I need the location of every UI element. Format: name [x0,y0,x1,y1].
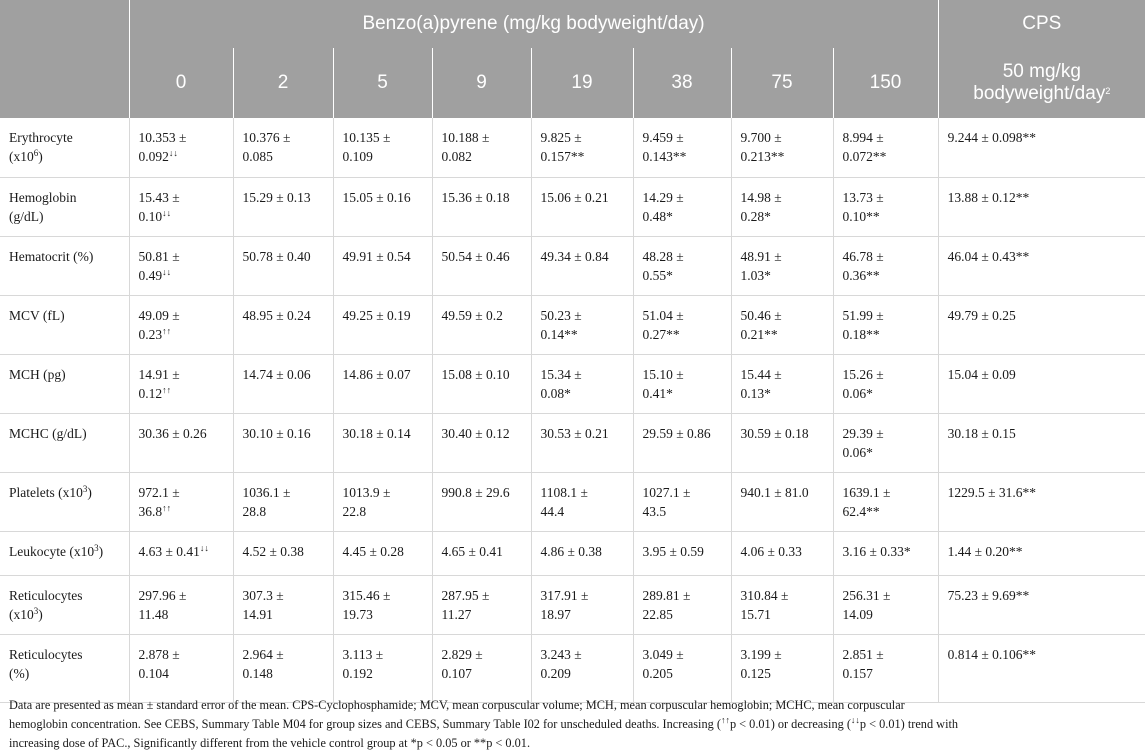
row-label: MCV (fL) [0,295,129,354]
value-cell: 14.74 ± 0.06 [233,354,333,413]
dose-header: 5 [333,48,432,118]
value-cell: 4.86 ± 0.38 [531,531,633,575]
value-cell: 15.10 ± 0.41* [633,354,731,413]
cps-dose-line2: bodyweight/day [973,83,1106,104]
cps-value-cell: 0.814 ± 0.106** [938,634,1145,702]
footnote-line: hemoglobin concentration. See CEBS, Summary Table M04 for group sizes and CEBS, Summary Table I02 for unscheduled deaths. Increasing (↑↑p < 0.01) or decreasing (↓↓p < 0.01) trend with [9,715,959,731]
value-cell: 30.53 ± 0.21 [531,413,633,472]
value-cell: 990.8 ± 29.6 [432,472,531,531]
table-row [0,177,1145,236]
value-cell: 4.45 ± 0.28 [333,531,432,575]
value-cell: 14.98 ± 0.28* [731,177,833,236]
benzo-a-pyrene-header: Benzo(a)pyrene (mg/kg bodyweight/day) [129,0,938,48]
cps-value-cell: 46.04 ± 0.43** [938,236,1145,295]
cps-dose-line1: 50 mg/kg [1002,61,1081,82]
value-cell: 3.243 ± 0.209 [531,634,633,702]
value-cell: 8.994 ± 0.072** [833,118,938,177]
row-label: MCH (pg) [0,354,129,413]
dose-header: 2 [233,48,333,118]
value-cell: 30.36 ± 0.26 [129,413,233,472]
value-cell: 15.36 ± 0.18 [432,177,531,236]
value-cell: 46.78 ± 0.36** [833,236,938,295]
row-label: Reticulocytes $(x10^3)$ [0,575,129,634]
value-cell: 49.59 ± 0.2 [432,295,531,354]
value-cell: 30.59 ± 0.18 [731,413,833,472]
table-row [0,634,1145,702]
value-cell: 13.73 ± 0.10** [833,177,938,236]
table-row [0,472,1145,531]
value-cell: 315.46 ± 19.73 [333,575,432,634]
value-cell: 15.43 ± 0.10↓↓ [129,177,233,236]
value-cell: 51.04 ± 0.27** [633,295,731,354]
value-cell: 10.353 ± 0.092↓↓ [129,118,233,177]
value-cell: 29.59 ± 0.86 [633,413,731,472]
value-cell: 49.25 ± 0.19 [333,295,432,354]
value-cell: 1036.1 ± 28.8 [233,472,333,531]
table-row [0,531,1145,575]
value-cell: 49.91 ± 0.54 [333,236,432,295]
value-cell: 48.91 ± 1.03* [731,236,833,295]
table-row [0,295,1145,354]
value-cell: 30.40 ± 0.12 [432,413,531,472]
value-cell: 49.34 ± 0.84 [531,236,633,295]
value-cell: 3.199 ± 0.125 [731,634,833,702]
value-cell: 15.08 ± 0.10 [432,354,531,413]
value-cell: 317.91 ± 18.97 [531,575,633,634]
cps-dose-footnote-mark: 2 [1105,86,1111,96]
row-label: Hemoglobin (g/dL) [0,177,129,236]
table-row [0,354,1145,413]
cps-value-cell: 49.79 ± 0.25 [938,295,1145,354]
value-cell: 1639.1 ± 62.4** [833,472,938,531]
value-cell: 3.113 ± 0.192 [333,634,432,702]
dose-header: 0 [129,48,233,118]
dose-header: 19 [531,48,633,118]
value-cell: 2.829 ± 0.107 [432,634,531,702]
value-cell: 1013.9 ± 22.8 [333,472,432,531]
table-row [0,413,1145,472]
dose-header: 9 [432,48,531,118]
value-cell: 9.459 ± 0.143** [633,118,731,177]
value-cell: 30.10 ± 0.16 [233,413,333,472]
value-cell: 15.26 ± 0.06* [833,354,938,413]
value-cell: 297.96 ± 11.48 [129,575,233,634]
value-cell: 14.91 ± 0.12↑↑ [129,354,233,413]
value-cell: 9.700 ± 0.213** [731,118,833,177]
dose-header: 75 [731,48,833,118]
dose-header: 38 [633,48,731,118]
value-cell: 1027.1 ± 43.5 [633,472,731,531]
row-label: Erythrocyte $(x10^6)$ [0,118,129,177]
dose-header: 150 [833,48,938,118]
header-corner [0,0,129,48]
row-label: Hematocrit (%) [0,236,129,295]
value-cell: 50.46 ± 0.21** [731,295,833,354]
value-cell: 48.28 ± 0.55* [633,236,731,295]
value-cell: 4.63 ± 0.41↓↓ [129,531,233,575]
row-label: Platelets $(x10^3)$ [0,472,129,531]
value-cell: 30.18 ± 0.14 [333,413,432,472]
cps-value-cell: 13.88 ± 0.12** [938,177,1145,236]
cps-value-cell: 9.244 ± 0.098** [938,118,1145,177]
table-row [0,575,1145,634]
value-cell: 14.29 ± 0.48* [633,177,731,236]
cps-dose-header [938,48,1145,118]
value-cell: 2.878 ± 0.104 [129,634,233,702]
value-cell: 50.54 ± 0.46 [432,236,531,295]
value-cell: 972.1 ± 36.8↑↑ [129,472,233,531]
value-cell: 289.81 ± 22.85 [633,575,731,634]
value-cell: 940.1 ± 81.0 [731,472,833,531]
value-cell: 3.049 ± 0.205 [633,634,731,702]
table-row [0,236,1145,295]
value-cell: 50.81 ± 0.49↓↓ [129,236,233,295]
value-cell: 51.99 ± 0.18** [833,295,938,354]
value-cell: 4.06 ± 0.33 [731,531,833,575]
value-cell: 256.31 ± 14.09 [833,575,938,634]
value-cell: 15.34 ± 0.08* [531,354,633,413]
value-cell: 10.188 ± 0.082 [432,118,531,177]
cps-value-cell: 1229.5 ± 31.6** [938,472,1145,531]
cps-value-cell: 15.04 ± 0.09 [938,354,1145,413]
row-label: Leukocyte $(x10^3)$ [0,531,129,575]
footnote-line: Data are presented as mean ± standard error of the mean. CPS-Cyclophosphamide; MCV, mean corpuscular volume; MCH, mean corpuscular hemoglobin; MCHC, mean corpuscular [9,698,905,712]
cps-value-cell: 1.44 ± 0.20** [938,531,1145,575]
value-cell: 307.3 ± 14.91 [233,575,333,634]
value-cell: 287.95 ± 11.27 [432,575,531,634]
cps-header: CPS [938,0,1145,48]
value-cell: 15.44 ± 0.13* [731,354,833,413]
value-cell: 15.05 ± 0.16 [333,177,432,236]
value-cell: 15.06 ± 0.21 [531,177,633,236]
cps-value-cell: 75.23 ± 9.69** [938,575,1145,634]
value-cell: 14.86 ± 0.07 [333,354,432,413]
footnote-line: increasing dose of PAC., Significantly different from the vehicle control group at *p < 0.05 or **p < 0.01. [9,736,531,750]
header-corner-lower [0,48,129,118]
value-cell: 15.29 ± 0.13 [233,177,333,236]
value-cell: 9.825 ± 0.157** [531,118,633,177]
row-label: MCHC (g/dL) [0,413,129,472]
value-cell: 50.78 ± 0.40 [233,236,333,295]
value-cell: 2.851 ± 0.157 [833,634,938,702]
value-cell: 2.964 ± 0.148 [233,634,333,702]
value-cell: 310.84 ± 15.71 [731,575,833,634]
table-footnote [9,696,1139,753]
value-cell: 4.52 ± 0.38 [233,531,333,575]
table-row [0,118,1145,177]
value-cell: 3.95 ± 0.59 [633,531,731,575]
value-cell: 48.95 ± 0.24 [233,295,333,354]
value-cell: 29.39 ± 0.06* [833,413,938,472]
value-cell: 4.65 ± 0.41 [432,531,531,575]
value-cell: 49.09 ± 0.23↑↑ [129,295,233,354]
value-cell: 10.376 ± 0.085 [233,118,333,177]
value-cell: 1108.1 ± 44.4 [531,472,633,531]
value-cell: 50.23 ± 0.14** [531,295,633,354]
cps-value-cell: 30.18 ± 0.15 [938,413,1145,472]
table-body [0,118,1145,702]
row-label: Reticulocytes (%) [0,634,129,702]
value-cell: 3.16 ± 0.33* [833,531,938,575]
value-cell: 10.135 ± 0.109 [333,118,432,177]
